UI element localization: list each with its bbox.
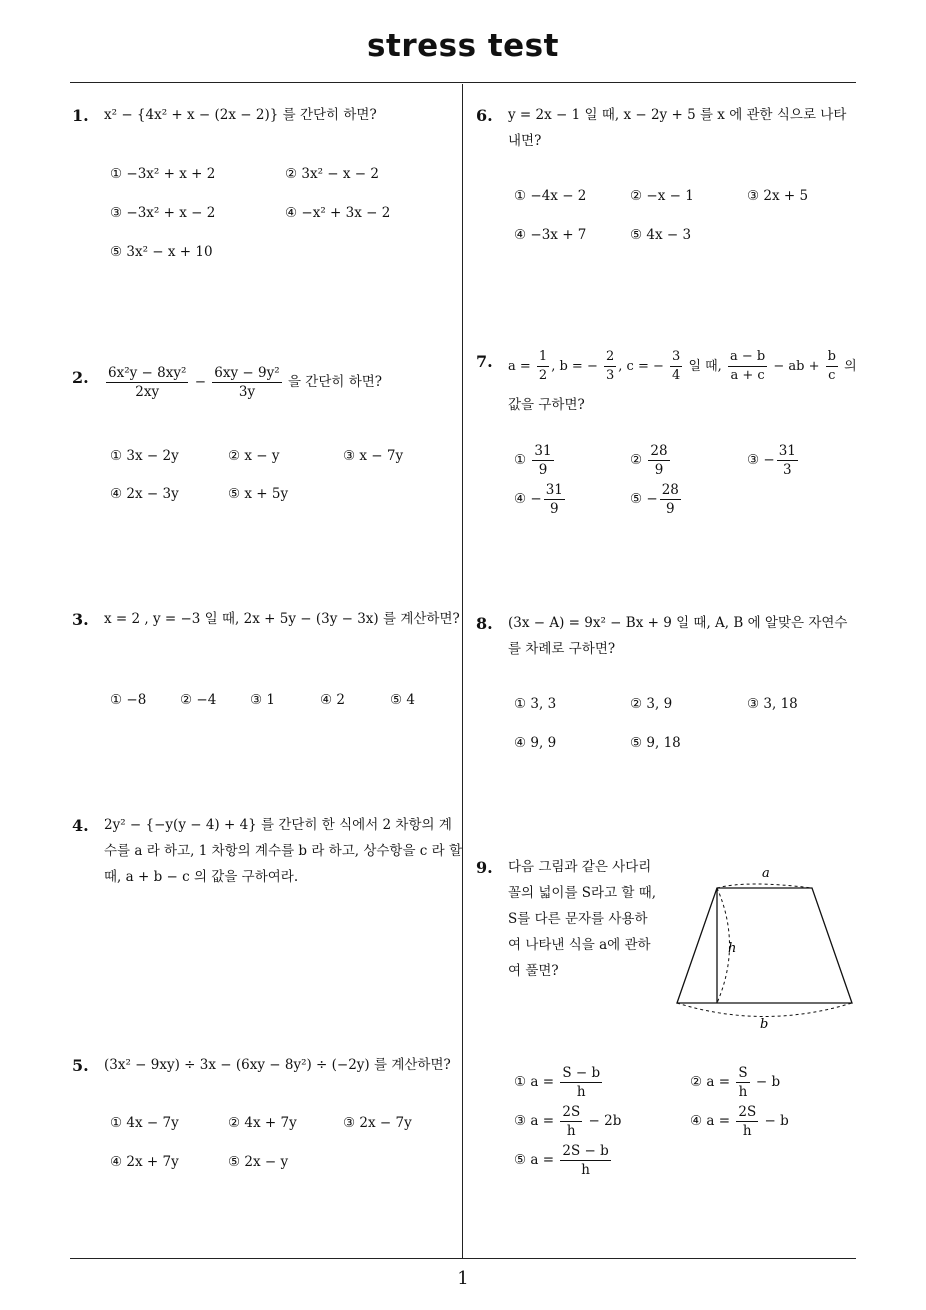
q8-option-1[interactable]: ① 3, 3 — [514, 696, 557, 712]
q9-option-1[interactable]: ① a = $\frac{S - b}{h}$ — [514, 1065, 601, 1100]
question-4-text: 2y² − {−y(y − 4) + 4} 를 간단히 한 식에서 2 차항의 계수를 a 라 하고, 1 차항의 계수를 b 라 하고, 상수항을 c 라 할 때, a + b − c 의 값을 구하여라. — [104, 817, 463, 885]
q5-option-5[interactable]: ⑤ 2x − y — [228, 1154, 289, 1170]
q9-option-4[interactable]: ④ a = $\frac{2S}{h}$ − b — [690, 1104, 789, 1139]
page-title: stress test — [367, 28, 559, 64]
q8-option-3[interactable]: ③ 3, 18 — [747, 696, 798, 712]
label-h: h — [728, 941, 737, 956]
question-3-number: 3. — [72, 610, 89, 629]
label-a: a — [762, 866, 770, 881]
q8-option-5[interactable]: ⑤ 9, 18 — [630, 735, 681, 751]
question-7-text: a = $\frac{1}{2}$ , b = − $\frac{2}{3}$ , c = − $\frac{3}{4}$ 일 때, $\frac{a - b}{a + c}$ − ab + $\frac{b}{c}$ 의 — [508, 349, 857, 383]
q1-option-5[interactable]: ⑤ 3x² − x + 10 — [110, 244, 213, 260]
q6-option-3[interactable]: ③ 2x + 5 — [747, 188, 809, 204]
q6-option-5[interactable]: ⑤ 4x − 3 — [630, 227, 692, 243]
q3-option-1[interactable]: ① −8 — [110, 692, 147, 708]
q2-fraction-2: $\frac{\text{6xy − 9y²}}{3y}$ — [214, 365, 280, 400]
q7-option-5[interactable]: ⑤ − $\frac{28}{9}$ — [630, 482, 679, 517]
question-1-text: x² − {4x² + x − (2x − 2)} 를 간단히 하면? — [104, 107, 377, 123]
question-8-number: 8. — [476, 614, 493, 633]
column-divider — [462, 84, 463, 1258]
top-rule — [70, 82, 856, 83]
bottom-rule — [70, 1258, 856, 1259]
page-number: 1 — [457, 1268, 469, 1289]
q9-option-5[interactable]: ⑤ a = $\frac{2S - b}{h}$ — [514, 1143, 609, 1178]
q2-option-1[interactable]: ① 3x − 2y — [110, 448, 179, 464]
q7-option-3[interactable]: ③ − $\frac{31}{3}$ — [747, 443, 796, 478]
q8-option-2[interactable]: ② 3, 9 — [630, 696, 673, 712]
q7-option-4[interactable]: ④ − $\frac{31}{9}$ — [514, 482, 563, 517]
trapezoid-figure — [672, 860, 862, 1030]
bottom-brace — [677, 1003, 852, 1017]
question-8-text: (3x − A) = 9x² − Bx + 9 일 때, A, B 에 알맞은 자연수를 차례로 구하면? — [508, 615, 848, 657]
q9-option-2[interactable]: ② a = $\frac{S}{h}$ − b — [690, 1065, 781, 1100]
q9-option-3[interactable]: ③ a = $\frac{2S}{h}$ − 2b — [514, 1104, 622, 1139]
q3-option-4[interactable]: ④ 2 — [320, 692, 345, 708]
question-5-number: 5. — [72, 1056, 89, 1075]
label-b: b — [760, 1017, 769, 1030]
question-7-text-line2: 값을 구하면? — [508, 397, 585, 413]
q5-option-1[interactable]: ① 4x − 7y — [110, 1115, 179, 1131]
q5-option-4[interactable]: ④ 2x + 7y — [110, 1154, 179, 1170]
q1-option-4[interactable]: ④ −x² + 3x − 2 — [285, 205, 391, 221]
q5-option-3[interactable]: ③ 2x − 7y — [343, 1115, 412, 1131]
question-9-number: 9. — [476, 858, 493, 877]
q3-option-2[interactable]: ② −4 — [180, 692, 217, 708]
question-2-number: 2. — [72, 368, 89, 387]
question-6-text: y = 2x − 1 일 때, x − 2y + 5 를 x 에 관한 식으로 나타내면? — [508, 107, 847, 149]
q1-option-1[interactable]: ① −3x² + x + 2 — [110, 166, 216, 182]
question-7-number: 7. — [476, 352, 493, 371]
q6-option-4[interactable]: ④ −3x + 7 — [514, 227, 587, 243]
trapezoid-shape — [677, 888, 852, 1003]
q6-option-2[interactable]: ② −x − 1 — [630, 188, 694, 204]
q3-option-3[interactable]: ③ 1 — [250, 692, 275, 708]
question-6-number: 6. — [476, 106, 493, 125]
q3-option-5[interactable]: ⑤ 4 — [390, 692, 415, 708]
question-4-number: 4. — [72, 816, 89, 835]
q2-fraction-1: $\frac{\text{6x²y − 8xy²}}{2xy}$ — [108, 365, 187, 400]
question-1-number: 1. — [72, 106, 89, 125]
q6-option-1[interactable]: ① −4x − 2 — [514, 188, 587, 204]
q2-option-2[interactable]: ② x − y — [228, 448, 280, 464]
q2-option-5[interactable]: ⑤ x + 5y — [228, 486, 289, 502]
q1-option-3[interactable]: ③ −3x² + x − 2 — [110, 205, 216, 221]
question-2-text: $\frac{\text{6x²y − 8xy²}}{2xy}$ − $\frac{\text{6xy − 9y²}}{3y}$ 을 간단히 하면? — [108, 365, 383, 400]
question-5-text: (3x² − 9xy) ÷ 3x − (6xy − 8y²) ÷ (−2y) 를 계산하면? — [104, 1057, 451, 1073]
question-3-text: x = 2 , y = −3 일 때, 2x + 5y − (3y − 3x) 를 계산하면? — [104, 611, 460, 627]
question-9-text: 다음 그림과 같은 사다리꼴의 넓이를 S라고 할 때, S를 다른 문자를 사용하여 나타낸 식을 a에 관하여 풀면? — [508, 859, 657, 979]
q8-option-4[interactable]: ④ 9, 9 — [514, 735, 557, 751]
q7-option-1[interactable]: ① $\frac{31}{9}$ — [514, 443, 552, 478]
q7-option-2[interactable]: ② $\frac{28}{9}$ — [630, 443, 668, 478]
q1-option-2[interactable]: ② 3x² − x − 2 — [285, 166, 379, 182]
q5-option-2[interactable]: ② 4x + 7y — [228, 1115, 297, 1131]
q2-option-3[interactable]: ③ x − 7y — [343, 448, 404, 464]
q2-option-4[interactable]: ④ 2x − 3y — [110, 486, 179, 502]
